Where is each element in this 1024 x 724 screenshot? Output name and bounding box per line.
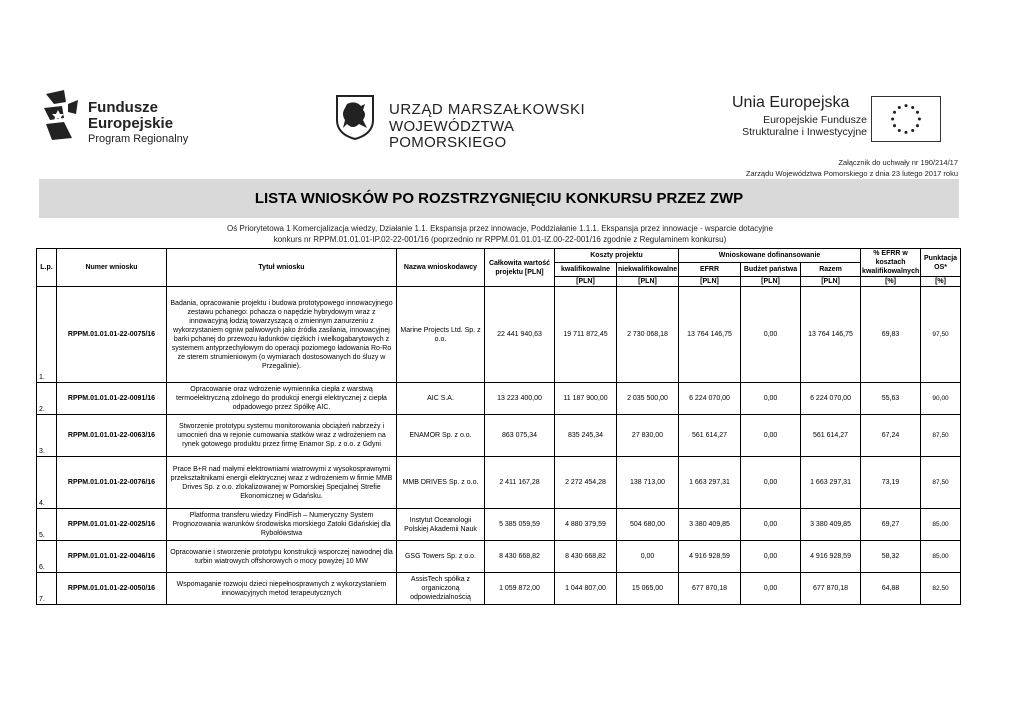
cell-efrr: 3 380 409,85 (679, 509, 741, 541)
header-logos (0, 80, 1024, 150)
cell-punkt: 85,00 (921, 541, 961, 573)
cell-niekwal: 2 730 068,18 (617, 287, 679, 383)
cell-budzet: 0,00 (741, 287, 801, 383)
cell-niekwal: 2 035 500,00 (617, 383, 679, 415)
cell-nazwa: MMB DRIVES Sp. z o.o. (397, 457, 485, 509)
cell-pct: 73,19 (861, 457, 921, 509)
cell-lp: 7. (37, 573, 57, 605)
cell-kwal: 2 272 454,28 (555, 457, 617, 509)
cell-budzet: 0,00 (741, 415, 801, 457)
cell-budzet: 0,00 (741, 509, 801, 541)
table-row (37, 415, 961, 457)
cell-punkt: 82,50 (921, 573, 961, 605)
cell-wartosc: 22 441 940,63 (485, 287, 555, 383)
cell-pct: 69,83 (861, 287, 921, 383)
unit-pct: [%] (861, 277, 921, 287)
cell-wartosc: 8 430 668,82 (485, 541, 555, 573)
cell-niekwal: 504 680,00 (617, 509, 679, 541)
header-kwalifikowalne: kwalifikowalne (555, 263, 617, 277)
unit-razem: [PLN] (801, 277, 861, 287)
cell-wartosc: 5 385 059,59 (485, 509, 555, 541)
cell-wartosc: 2 411 167,28 (485, 457, 555, 509)
cell-niekwal: 138 713,00 (617, 457, 679, 509)
unit-budzet: [PLN] (741, 277, 801, 287)
cell-nazwa: ENAMOR Sp. z o.o. (397, 415, 485, 457)
cell-kwal: 19 711 872,45 (555, 287, 617, 383)
header-razem: Razem (801, 263, 861, 277)
cell-efrr: 1 663 297,31 (679, 457, 741, 509)
fe-logo-line3: Program Regionalny (88, 133, 189, 145)
annex-line2: Zarządu Województwa Pomorskiego z dnia 23 lutego 2017 roku (745, 169, 958, 178)
cell-numer: RPPM.01.01.01-22-0075/16 (57, 287, 167, 383)
cell-razem: 4 916 928,59 (801, 541, 861, 573)
header-nazwa: Nazwa wnioskodawcy (397, 249, 485, 287)
header-koszty: Koszty projektu (555, 249, 679, 263)
unia-europejska-logo (716, 92, 946, 148)
cell-efrr: 561 614,27 (679, 415, 741, 457)
header-pct-efrr: % EFRR w kosztach kwalifikowalnych (862, 250, 920, 275)
table-row (37, 509, 961, 541)
cell-pct: 58,32 (861, 541, 921, 573)
fe-star-logo-icon (42, 90, 80, 140)
cell-budzet: 0,00 (741, 573, 801, 605)
cell-razem: 677 870,18 (801, 573, 861, 605)
cell-efrr: 4 916 928,59 (679, 541, 741, 573)
competition-description (0, 223, 1000, 245)
cell-tytul: Stworzenie prototypu systemu monitorowania obciążeń nabrzeży i umocnień dna w rejonie cumowania statków wraz z wdrożeniem na rynek gotowego produktu przez firmę Enamor Sp. z o.o. z Gdyni (167, 415, 397, 457)
eu-logo-line3: Strukturalne i Inwestycyjne (742, 126, 867, 138)
header-numer: Numer wniosku (57, 249, 167, 287)
cell-lp: 6. (37, 541, 57, 573)
table-row (37, 457, 961, 509)
cell-lp: 1. (37, 287, 57, 383)
cell-numer: RPPM.01.01.01-22-0046/16 (57, 541, 167, 573)
header-punktacja: Punktacja OS* (921, 249, 961, 277)
cell-pct: 69,27 (861, 509, 921, 541)
cell-wartosc: 1 059 872,00 (485, 573, 555, 605)
cell-kwal: 1 044 807,00 (555, 573, 617, 605)
cell-tytul: Platforma transferu wiedzy FindFish – Numeryczny System Prognozowania warunków środowiska morskiego Zatoki Gdańskiej dla Rybołówstwa (167, 509, 397, 541)
cell-tytul: Badania, opracowanie projektu i budowa prototypowego innowacyjnego zestawu pchanego: pchacza o napędzie hybrydowym wraz z innowacyjną łodzią towarzyszącą o zmiennym zanurzeniu z wykorzystaniem ogniw paliwowych jako źródła zasilania, innowacyjnej barki pchanej do przewozu ładunków ciężkich i wielkogabarytowych z systemem antyprzechyłowym do operacji poziomego ładowania Ro-Ro ze sterem strumieniowym (o wymiarach dostosowanych do śluzy w Przegalinie). (167, 287, 397, 383)
fundusze-europejskie-logo (42, 88, 212, 144)
cell-numer: RPPM.01.01.01-22-0050/16 (57, 573, 167, 605)
griffin-crest-icon (333, 94, 377, 140)
cell-lp: 2. (37, 383, 57, 415)
cell-lp: 4. (37, 457, 57, 509)
header-tytul: Tytuł wniosku (167, 249, 397, 287)
cell-numer: RPPM.01.01.01-22-0076/16 (57, 457, 167, 509)
cell-punkt: 87,50 (921, 457, 961, 509)
description-line2: konkurs nr RPPM.01.01.01-IP.02-22-001/16 (poprzednio nr RPPM.01.01.01-IZ.00-22-001/16 zgodnie z Regulaminem konkursu) (273, 235, 727, 244)
eu-logo-line2: Europejskie Fundusze (763, 114, 867, 126)
cell-budzet: 0,00 (741, 457, 801, 509)
header-dofinansowanie: Wnioskowane dofinansowanie (679, 249, 861, 263)
cell-razem: 3 380 409,85 (801, 509, 861, 541)
cell-numer: RPPM.01.01.01-22-0091/16 (57, 383, 167, 415)
header-efrr: EFRR (679, 263, 741, 277)
urzad-marszalkowski-logo (333, 94, 623, 151)
unit-niekwal: [PLN] (617, 277, 679, 287)
header-budzet: Budżet państwa (741, 263, 801, 277)
cell-razem: 6 224 070,00 (801, 383, 861, 415)
cell-wartosc: 863 075,34 (485, 415, 555, 457)
unit-efrr: [PLN] (679, 277, 741, 287)
cell-nazwa: Instytut Oceanologii Polskiej Akademii Nauk (397, 509, 485, 541)
table-row (37, 383, 961, 415)
fe-logo-line1: Fundusze (88, 99, 158, 116)
header-wartosc: Całkowita wartość projektu [PLN] (485, 249, 555, 287)
applications-table (36, 248, 961, 605)
cell-pct: 64,88 (861, 573, 921, 605)
cell-wartosc: 13 223 400,00 (485, 383, 555, 415)
cell-nazwa: AIC S.A. (397, 383, 485, 415)
title-banner (39, 179, 959, 218)
cell-pct: 67,24 (861, 415, 921, 457)
cell-kwal: 11 187 900,00 (555, 383, 617, 415)
cell-nazwa: Marine Projects Ltd. Sp. z o.o. (397, 287, 485, 383)
cell-razem: 1 663 297,31 (801, 457, 861, 509)
cell-budzet: 0,00 (741, 383, 801, 415)
cell-razem: 561 614,27 (801, 415, 861, 457)
cell-punkt: 97,50 (921, 287, 961, 383)
um-logo-line2: WOJEWÓDZTWA POMORSKIEGO (389, 118, 514, 151)
annex-note (746, 157, 958, 179)
cell-efrr: 677 870,18 (679, 573, 741, 605)
cell-efrr: 13 764 146,75 (679, 287, 741, 383)
cell-budzet: 0,00 (741, 541, 801, 573)
description-line1: Oś Priorytetowa 1 Komercjalizacja wiedzy, Działanie 1.1. Ekspansja przez innowacje, Poddziałanie 1.1.1. Ekspansja przez innowacje - wsparcie dotacyjne (227, 224, 773, 233)
table-row (37, 541, 961, 573)
page-title: LISTA WNIOSKÓW PO ROZSTRZYGNIĘCIU KONKURSU PRZEZ ZWP (254, 190, 744, 207)
cell-kwal: 4 880 379,59 (555, 509, 617, 541)
header-niekwalifikowalne: niekwalifikowalne (617, 263, 679, 277)
cell-tytul: Prace B+R nad małymi elektrowniami wiatrowymi z wysokosprawnymi przekształtnikami energii elektrycznej wraz z wdrożeniem w firmie MMB Drives Sp. z o.o. zlokalizowanej w Pomorskiej Specjalnej Strefie Ekonomicznej w Gdańsku. (167, 457, 397, 509)
um-logo-line1: URZĄD MARSZAŁKOWSKI (389, 101, 586, 118)
cell-numer: RPPM.01.01.01-22-0063/16 (57, 415, 167, 457)
header-lp: L.p. (37, 249, 57, 287)
cell-niekwal: 15 065,00 (617, 573, 679, 605)
eu-flag-icon (871, 96, 941, 142)
cell-pct: 55,63 (861, 383, 921, 415)
cell-tytul: Opracowanie i stworzenie prototypu konstrukcji wsporczej nawodnej dla turbin wiatrowych offshorowych o mocy powyżej 10 MW (167, 541, 397, 573)
unit-kwal: [PLN] (555, 277, 617, 287)
cell-numer: RPPM.01.01.01-22-0025/16 (57, 509, 167, 541)
eu-logo-line1: Unia Europejska (732, 94, 850, 111)
cell-efrr: 6 224 070,00 (679, 383, 741, 415)
unit-punkt: [%] (921, 277, 961, 287)
cell-nazwa: AssisTech spółka z organiczoną odpowiedzialnością (397, 573, 485, 605)
cell-punkt: 85,00 (921, 509, 961, 541)
cell-lp: 3. (37, 415, 57, 457)
cell-niekwal: 0,00 (617, 541, 679, 573)
cell-punkt: 90,00 (921, 383, 961, 415)
cell-lp: 5. (37, 509, 57, 541)
table-row (37, 287, 961, 383)
cell-tytul: Opracowanie oraz wdrożenie wymiennika ciepła z warstwą termoelektryczną zdolnego do produkcji energii elektrycznej z ciepła odpadowego przez Spółkę AIC. (167, 383, 397, 415)
cell-niekwal: 27 830,00 (617, 415, 679, 457)
annex-line1: Załącznik do uchwały nr 190/214/17 (838, 158, 958, 167)
table-row (37, 573, 961, 605)
cell-kwal: 8 430 668,82 (555, 541, 617, 573)
cell-punkt: 87,50 (921, 415, 961, 457)
cell-tytul: Wspomaganie rozwoju dzieci niepełnosprawnych z wykorzystaniem innowacyjnych metod terapeutycznych (167, 573, 397, 605)
fe-logo-line2: Europejskie (88, 115, 174, 132)
cell-nazwa: GSG Towers Sp. z o.o. (397, 541, 485, 573)
cell-razem: 13 764 146,75 (801, 287, 861, 383)
cell-kwal: 835 245,34 (555, 415, 617, 457)
